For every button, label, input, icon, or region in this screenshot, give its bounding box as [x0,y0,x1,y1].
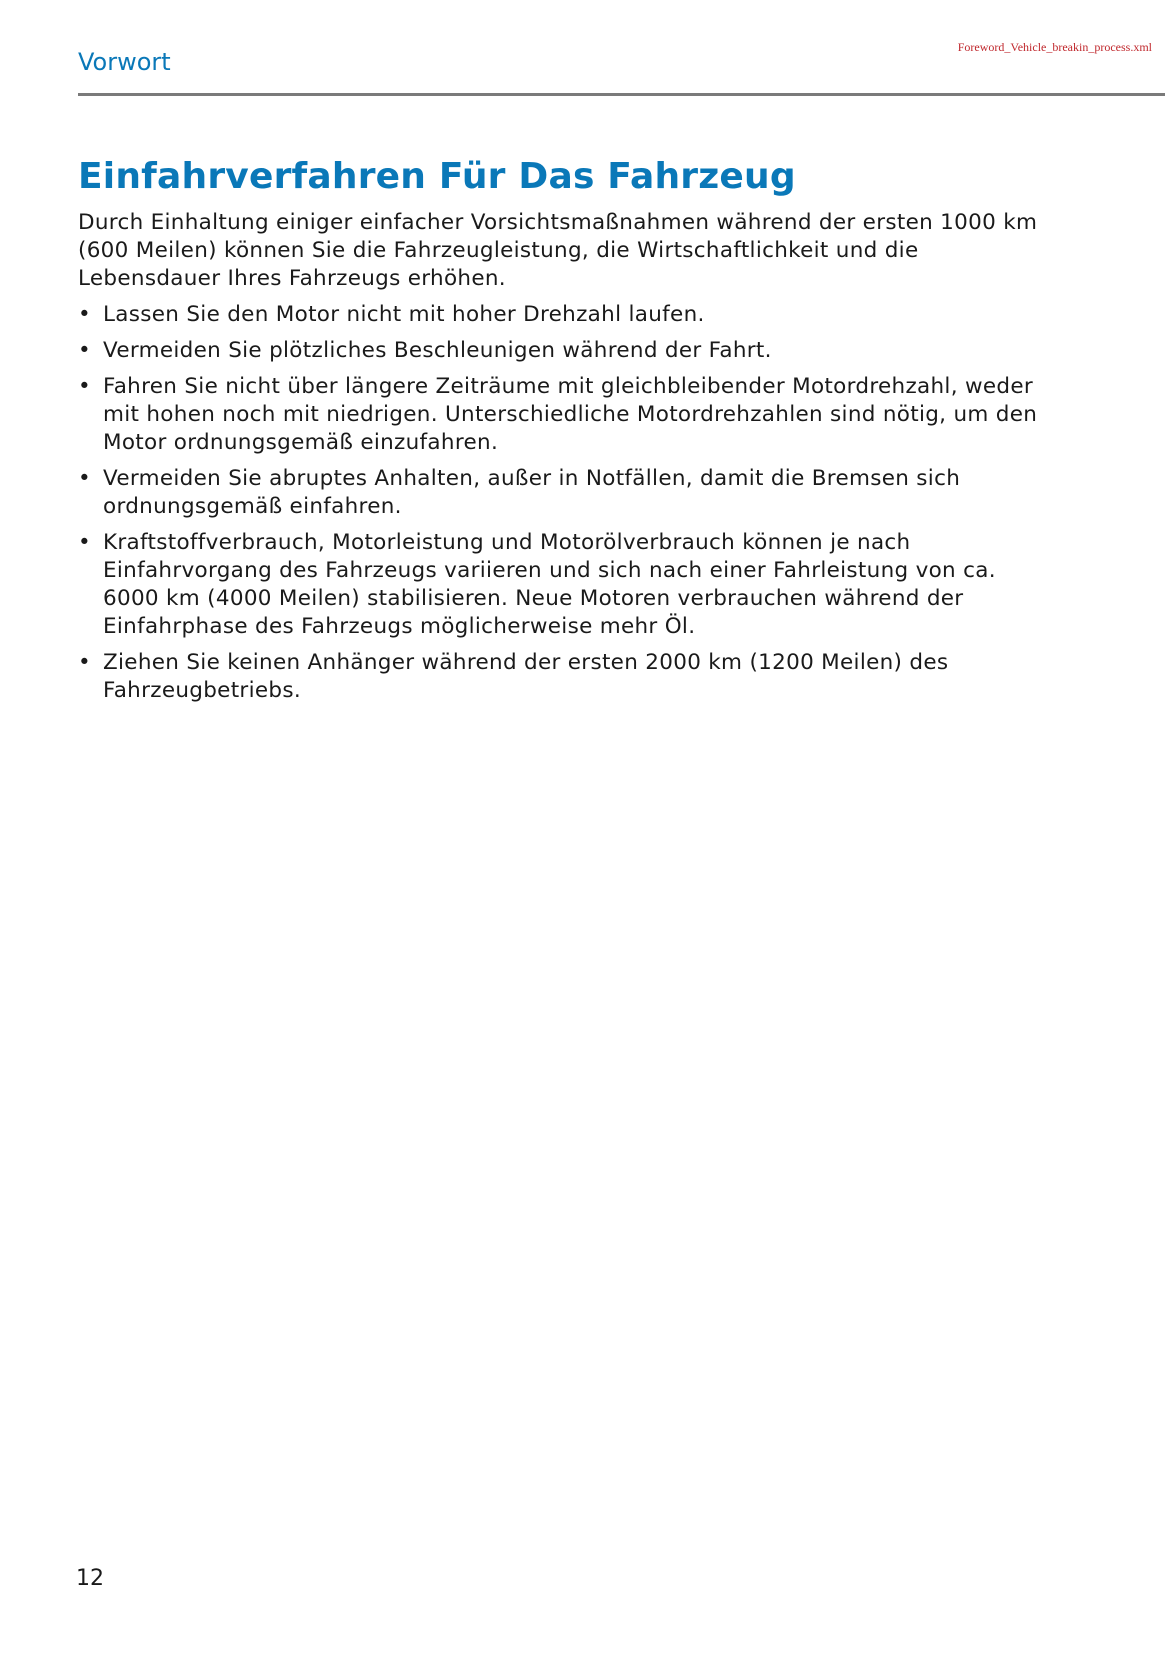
list-item-text: Ziehen Sie keinen Anhänger während der ersten 2000 km (1200 Meilen) des Fahrzeugbetriebs. [103,650,949,703]
bullet-icon: • [78,650,91,675]
list-item-text: Kraftstoffverbrauch, Motorleistung und Motorölverbrauch können je nach Einfahrvorgang des Fahrzeugs variieren und sich nach einer Fahrleistung von ca. 6000 km (4000 Meilen) stabilisieren. Neue Motoren verbrauchen während der Einfahrphase des Fahrzeugs möglicherweise mehr Öl. [103,530,996,639]
page-number: 12 [76,1566,104,1591]
list-item [78,649,1038,705]
bullet-icon: • [78,374,91,399]
list-item-text: Vermeiden Sie abruptes Anhalten, außer in Notfällen, damit die Bremsen sich ordnungsgemäß einfahren. [103,466,961,519]
bullet-icon: • [78,466,91,491]
list-item-text: Vermeiden Sie plötzliches Beschleunigen während der Fahrt. [103,338,772,363]
main-content [78,155,1038,713]
list-item-text: Lassen Sie den Motor nicht mit hoher Drehzahl laufen. [103,302,705,327]
bullet-icon: • [78,530,91,555]
section-header: Vorwort [78,48,171,76]
list-item [78,337,1038,365]
page-title: Einfahrverfahren Für Das Fahrzeug [78,156,796,197]
list-item [78,465,1038,521]
list-item [78,373,1038,457]
intro-paragraph: Durch Einhaltung einiger einfacher Vorsichtsmaßnahmen während der ersten 1000 km (600 Meilen) können Sie die Fahrzeugleistung, die Wirtschaftlichkeit und die Lebensdauer Ihres Fahrzeugs erhöhen. [78,210,1038,291]
list-item [78,301,1038,329]
breakin-tips-list [78,301,1038,705]
bullet-icon: • [78,302,91,327]
source-file-tag: Foreword_Vehicle_breakin_process.xml [957,40,1152,54]
list-item-text: Fahren Sie nicht über längere Zeiträume mit gleichbleibender Motordrehzahl, weder mit hohen noch mit niedrigen. Unterschiedliche Motordrehzahlen sind nötig, um den Motor ordnungsgemäß einzufahren. [103,374,1038,455]
bullet-icon: • [78,338,91,363]
list-item [78,529,1038,641]
header-divider [78,93,1165,96]
